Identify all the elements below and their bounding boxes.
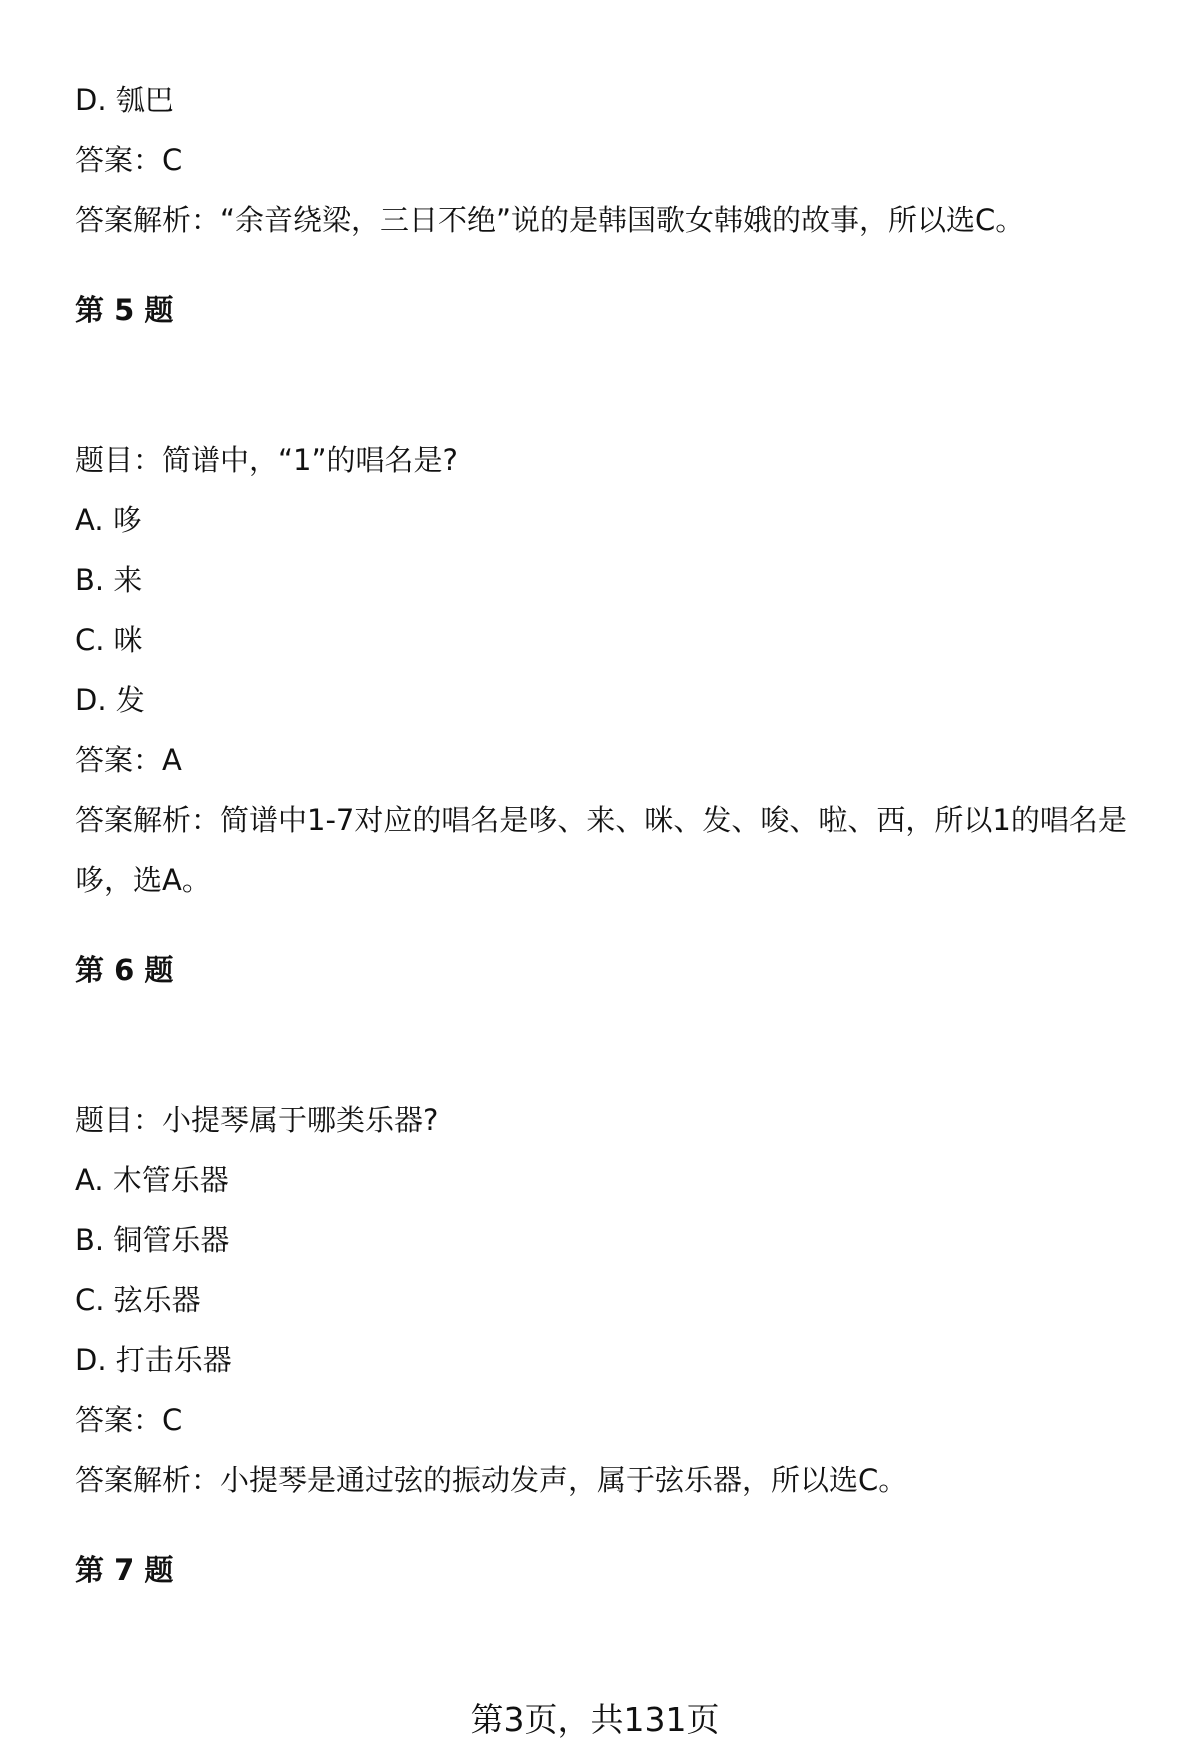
q6-option-b: B. 铜管乐器: [75, 1223, 230, 1257]
q6-option-d: D. 打击乐器: [75, 1343, 232, 1377]
q6-option-c: C. 弦乐器: [75, 1283, 201, 1317]
q6-option-a: A. 木管乐器: [75, 1163, 229, 1197]
q5-heading: 第 5 题: [75, 293, 174, 327]
q5-option-a: A. 哆: [75, 503, 142, 537]
q4-option-d: D. 瓠巴: [75, 83, 174, 117]
q5-analysis: 答案解析：简谱中1-7对应的唱名是哆、来、咪、发、唆、啦、西，所以1的唱名是哆，选A。: [75, 803, 1127, 897]
q5-answer: 答案：A: [75, 743, 182, 777]
page-number-footer: 第3页，共131页: [470, 1700, 720, 1739]
q5-option-d: D. 发: [75, 683, 145, 717]
q5-option-b: B. 来: [75, 563, 143, 597]
q7-heading: 第 7 题: [75, 1553, 174, 1587]
q5-question: 题目：简谱中，“1”的唱名是?: [75, 443, 458, 477]
q6-answer: 答案：C: [75, 1403, 183, 1437]
q4-analysis: 答案解析：“余音绕梁，三日不绝”说的是韩国歌女韩娥的故事，所以选C。: [75, 203, 1025, 237]
q4-answer: 答案：C: [75, 143, 183, 177]
q6-heading: 第 6 题: [75, 953, 174, 987]
q6-analysis: 答案解析：小提琴是通过弦的振动发声，属于弦乐器，所以选C。: [75, 1463, 908, 1497]
q5-option-c: C. 咪: [75, 623, 143, 657]
q6-question: 题目：小提琴属于哪类乐器?: [75, 1103, 439, 1137]
